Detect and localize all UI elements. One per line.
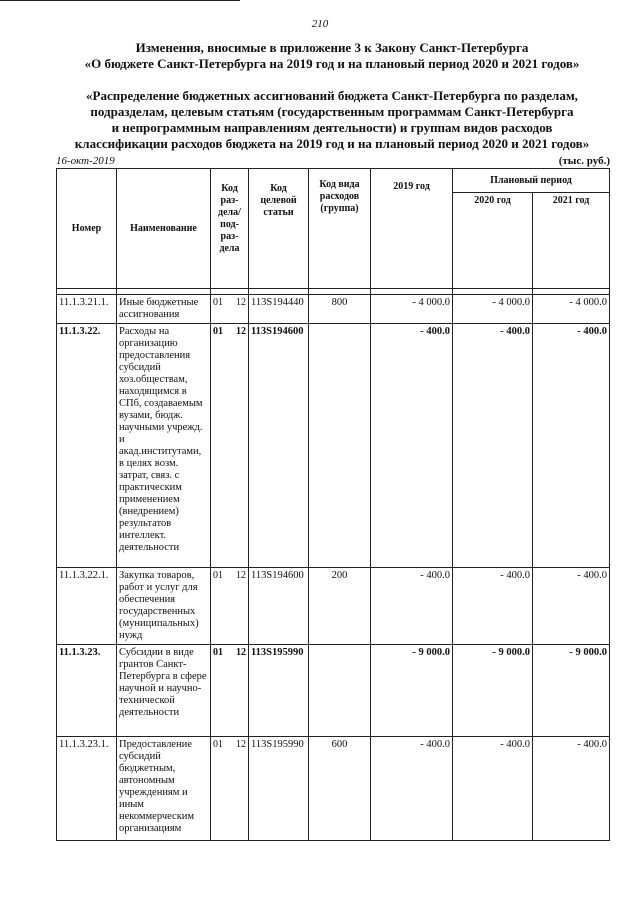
row-name: Субсидии в виде грантов Санкт-Петербурга в сфере научной и научно-технической деятельности [117, 645, 211, 737]
subtitle-line-2: подразделам, целевым статьям (государственным программам Санкт-Петербурга [90, 104, 574, 119]
row-2020: - 400.0 [453, 568, 533, 645]
table-row [57, 645, 610, 737]
header-name: Наименование [117, 169, 211, 289]
row-section: 01 12 [211, 645, 249, 737]
row-kind [309, 645, 371, 737]
row-2021: - 400.0 [533, 737, 610, 841]
row-name: Расходы на организацию предоставления субсидий хоз.обществам, находящимся в СПб, создаваемым вузами, бюдж. научными учрежд. и акад.институтами, в целях возм. затрат, связ. с практическим применением (внедрением) результатов интеллект. деятельности [117, 324, 211, 568]
row-number: 11.1.3.22. [57, 324, 117, 568]
row-2021: - 400.0 [533, 324, 610, 568]
row-2021: - 9 000.0 [533, 645, 610, 737]
row-2021: - 4 000.0 [533, 295, 610, 324]
table-row [57, 324, 610, 568]
row-name: Иные бюджетные ассигнования [117, 295, 211, 324]
row-kind: 200 [309, 568, 371, 645]
page-number: 210 [311, 18, 329, 30]
subtitle-line-1: «Распределение бюджетных ассигнований бюджета Санкт-Петербурга по разделам, [86, 88, 578, 103]
document-subtitle [40, 88, 624, 152]
subtitle-line-4: классификации расходов бюджета на 2019 год и на плановый период 2020 и 2021 годов» [74, 136, 590, 151]
row-section: 01 12 [211, 324, 249, 568]
header-section: Код раз-дела/ под-раз-дела [211, 169, 249, 289]
header-2020: 2020 год [453, 193, 533, 289]
row-2020: - 400.0 [453, 324, 533, 568]
subtitle-line-3: и непрограммным направлениям деятельности) и группам видов расходов [111, 120, 553, 135]
top-rule [0, 0, 240, 1]
table-row [57, 568, 610, 645]
row-number: 11.1.3.23.1. [57, 737, 117, 841]
header-number: Номер [57, 169, 117, 289]
row-2020: - 9 000.0 [453, 645, 533, 737]
header-target: Код целевой статьи [249, 169, 309, 289]
units-label: (тыс. руб.) [558, 155, 610, 167]
row-target: 113S194440 [249, 295, 309, 324]
row-section: 01 12 [211, 737, 249, 841]
header-2021: 2021 год [533, 193, 610, 289]
row-2019: - 400.0 [371, 737, 453, 841]
row-number: 11.1.3.21.1. [57, 295, 117, 324]
budget-table [56, 168, 610, 841]
row-number: 11.1.3.23. [57, 645, 117, 737]
row-2019: - 400.0 [371, 324, 453, 568]
row-2019: - 400.0 [371, 568, 453, 645]
row-number: 11.1.3.22.1. [57, 568, 117, 645]
table-row [57, 295, 610, 324]
row-kind: 800 [309, 295, 371, 324]
header-planned-period: Плановый период [453, 169, 610, 193]
row-name: Предоставление субсидий бюджетным, автономным учреждениям и иным некоммерческим организациям [117, 737, 211, 841]
row-2019: - 9 000.0 [371, 645, 453, 737]
row-2020: - 400.0 [453, 737, 533, 841]
document-title [40, 40, 624, 72]
row-target: 113S194600 [249, 324, 309, 568]
row-section: 01 12 [211, 295, 249, 324]
row-target: 113S195990 [249, 645, 309, 737]
row-2019: - 4 000.0 [371, 295, 453, 324]
header-2019: 2019 год [371, 169, 453, 289]
row-2020: - 4 000.0 [453, 295, 533, 324]
row-2021: - 400.0 [533, 568, 610, 645]
title-line-2: «О бюджете Санкт-Петербурга на 2019 год и на плановый период 2020 и 2021 годов» [84, 56, 580, 71]
row-target: 113S194600 [249, 568, 309, 645]
title-line-1: Изменения, вносимые в приложение 3 к Закону Санкт-Петербурга [135, 40, 529, 55]
row-name: Закупка товаров, работ и услуг для обеспечения государственных (муниципальных) нужд [117, 568, 211, 645]
row-section: 01 12 [211, 568, 249, 645]
table-row [57, 737, 610, 841]
row-target: 113S195990 [249, 737, 309, 841]
row-kind: 600 [309, 737, 371, 841]
header-kind: Код вида расходов (группа) [309, 169, 371, 289]
row-kind [309, 324, 371, 568]
document-date: 16-окт-2019 [56, 155, 115, 167]
header-row-1 [57, 169, 610, 193]
